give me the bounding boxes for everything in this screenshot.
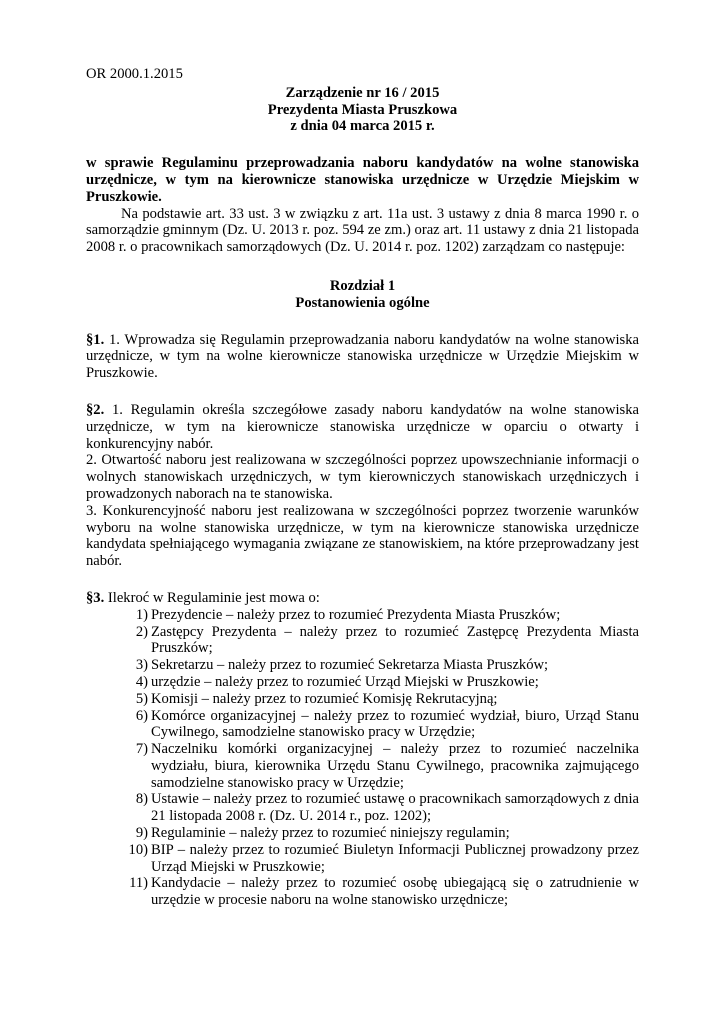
list-item-number: 8) <box>135 791 148 808</box>
title-line: Prezydenta Miasta Pruszkowa <box>267 101 458 118</box>
list-item-text: Naczelniku komórki organizacyjnej – należy przez to rozumieć naczelnika wydziału, biura, kierownika Urzędu Stanu Cywilnego, pracownika zajmującego samodzielne stanowisko pracy w Urzędzie; <box>151 741 639 791</box>
list-item-number: 2) <box>135 623 148 640</box>
list-item-number: 7) <box>135 741 148 758</box>
list-item-text: BIP – należy przez to rozumieć Biuletyn Informacji Publicznej prowadzony przez Urząd Miejski w Pruszkowie; <box>151 841 639 875</box>
section-3-intro <box>86 590 639 607</box>
list-item-text: Komórce organizacyjnej – należy przez to rozumieć wydział, biuro, Urząd Stanu Cywilnego, samodzielne stanowisko pracy w Urzędzie; <box>151 707 639 741</box>
list-item-text: urzędzie – należy przez to rozumieć Urząd Miejski w Pruszkowie; <box>151 673 539 690</box>
document-reference: OR 2000.1.2015 <box>86 66 183 82</box>
list-item <box>126 607 639 624</box>
section-2-point-2: 2. Otwartość naboru jest realizowana w szczególności poprzez upowszechnianie informacji o wolnych stanowiskach urzędniczych, w tym kierowniczych stanowiskach urzędniczych i prowadzonych naborach na te stanowiska. <box>86 452 639 502</box>
list-item <box>126 674 639 691</box>
list-item-text: Zastępcy Prezydenta – należy przez to rozumieć Zastępcę Prezydenta Miasta Pruszków; <box>151 623 639 657</box>
list-item <box>126 624 639 658</box>
section-1-text <box>86 332 639 382</box>
section-2-point-3: 3. Konkurencyjność naboru jest realizowana w szczególności poprzez tworzenie warunków wyboru na wolne stanowiska urzędnicze, w tym na kierownicze stanowiska urzędnicze kandydata spełniającego wymagania związane ze stanowiskiem, na które przeprowadzany jest nabór. <box>86 502 639 570</box>
list-item-text: Prezydencie – należy przez to rozumieć Prezydenta Miasta Pruszków; <box>151 606 561 623</box>
legal-basis: Na podstawie art. 33 ust. 3 w związku z art. 11a ust. 3 ustawy z dnia 8 marca 1990 r. o samorządzie gminnym (Dz. U. 2013 r. poz. 594 ze zm.) oraz art. 11 ustawy z dnia 21 listopada 2008 r. o pracownikach samorządowych (Dz. U. 2014 r. poz. 1202) zarządzam co następuje: <box>86 205 639 256</box>
list-item-number: 10) <box>128 841 148 858</box>
list-item-number: 9) <box>135 825 148 842</box>
list-item-text: Komisji – należy przez to rozumieć Komisję Rekrutacyjną; <box>151 690 498 707</box>
list-item-text: Sekretarzu – należy przez to rozumieć Sekretarza Miasta Pruszków; <box>151 657 549 674</box>
document-title <box>86 85 639 135</box>
list-item <box>126 791 639 825</box>
section-label: §3. <box>86 589 105 606</box>
list-item <box>126 741 639 791</box>
list-item <box>126 708 639 742</box>
definitions-list <box>86 607 639 909</box>
list-item <box>126 842 639 876</box>
list-item-number: 6) <box>135 707 148 724</box>
list-item-number: 3) <box>135 657 148 674</box>
title-line: z dnia 04 marca 2015 r. <box>290 118 435 135</box>
section-2 <box>86 402 639 570</box>
section-2-point-1-body: 1. Regulamin określa szczegółowe zasady naboru kandydatów na wolne stanowiska urzędnicze, w tym na kierownicze stanowiska urzędnicze w oparciu o otwarty i konkurencyjny nabór. <box>86 401 639 452</box>
chapter-number: Rozdział 1 <box>329 277 396 294</box>
list-item <box>126 875 639 909</box>
list-item-text: Ustawie – należy przez to rozumieć ustawę o pracownikach samorządowych z dnia 21 listopada 2008 r. (Dz. U. 2014 r., poz. 1202); <box>151 791 639 825</box>
chapter-title: Postanowienia ogólne <box>295 294 430 311</box>
list-item-text: Kandydacie – należy przez to rozumieć osobę ubiegającą się o zatrudnienie w urzędzie w procesie naboru na wolne stanowisko urzędnicze; <box>151 875 639 909</box>
list-item-text: Regulaminie – należy przez to rozumieć niniejszy regulamin; <box>151 825 510 842</box>
section-label: §2. <box>86 401 105 418</box>
document-page <box>86 66 639 909</box>
section-2-point-1 <box>86 402 639 452</box>
list-item-number: 5) <box>135 690 148 707</box>
title-line: Zarządzenie nr 16 / 2015 <box>285 84 440 101</box>
section-1-body: 1. Wprowadza się Regulamin przeprowadzania naboru kandydatów na wolne stanowiska urzędnicze, w tym na wolne kierownicze stanowiska urzędnicze w Urzędzie Miejskim w Pruszkowie. <box>86 331 639 382</box>
list-item <box>126 657 639 674</box>
list-item <box>126 691 639 708</box>
list-item-number: 4) <box>135 673 148 690</box>
section-1 <box>86 332 639 382</box>
list-item-number: 1) <box>135 606 148 623</box>
document-subject: w sprawie Regulaminu przeprowadzania naboru kandydatów na wolne stanowiska urzędnicze, w tym na kierownicze stanowiska urzędnicze w Urzędzie Miejskim w Pruszkowie. <box>86 155 639 205</box>
section-label: §1. <box>86 331 105 348</box>
list-item <box>126 825 639 842</box>
section-3-intro-body: Ilekroć w Regulaminie jest mowa o: <box>104 589 320 606</box>
chapter-heading <box>86 278 639 312</box>
section-3 <box>86 590 639 909</box>
list-item-number: 11) <box>129 875 148 892</box>
